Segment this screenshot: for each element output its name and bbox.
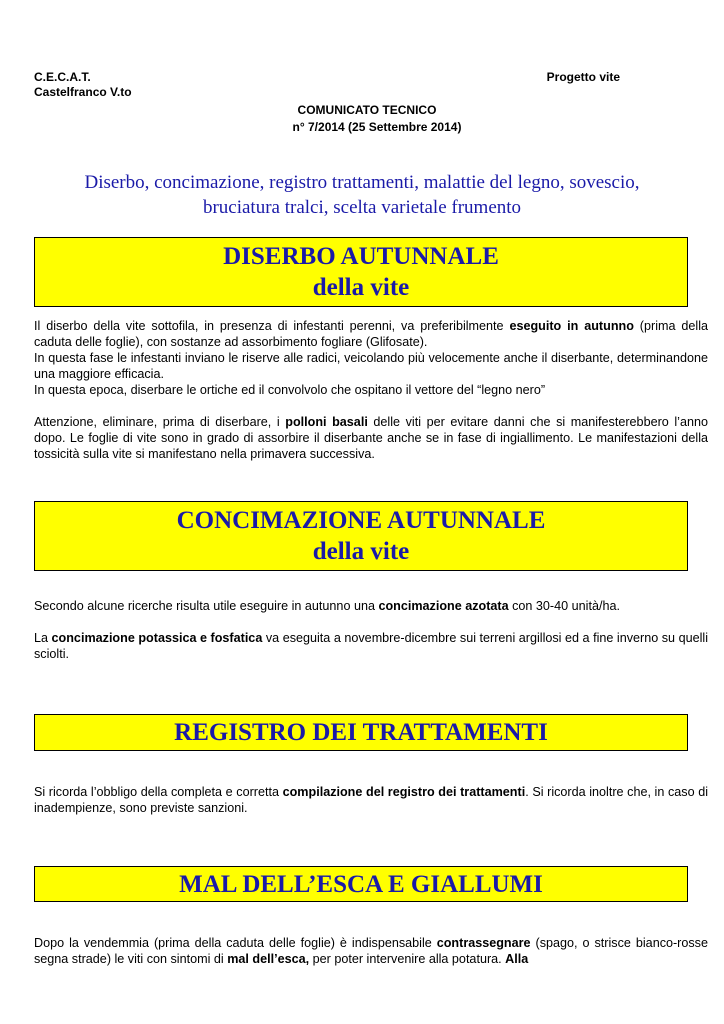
paragraph: Attenzione, eliminare, prima di diserbare, i polloni basali delle viti per evitare danni che si manifesterebbero l’anno dopo. Le foglie di vite sono in grado di assorbire il diserbante anche se in fase di ingiallimento. Le manifestazioni della tossicità sulla vite si manifestano nella primavera successiva. [34, 415, 708, 461]
org-location: Castelfranco V.to [34, 85, 132, 99]
heading-line-1: CONCIMAZIONE AUTUNNALE [176, 507, 546, 534]
paragraph: Il diserbo della vite sottofila, in presenza di infestanti perenni, va preferibilmente eseguito in autunno (prima della caduta delle foglie), con sostanze ad assorbimento fogliare (Glifosate). [34, 319, 709, 349]
subtitle-line-1: Diserbo, concimazione, registro trattamenti, malattie del legno, sovescio, [84, 172, 640, 193]
concimazione-text [34, 598, 708, 662]
registro-text [34, 784, 708, 816]
bulletin-number: n° 7/2014 (25 Settembre 2014) [292, 120, 462, 134]
bulletin-header [0, 102, 724, 136]
section-heading-registro [34, 714, 688, 751]
paragraph: In questa epoca, diserbare le ortiche ed il convolvolo che ospitano il vettore del “legno nero” [34, 383, 546, 397]
section-heading-esca [34, 866, 688, 902]
heading-line-1: MAL DELL’ESCA E GIALLUMI [179, 871, 543, 898]
heading-line-1: DISERBO AUTUNNALE [223, 243, 499, 270]
org-name: C.E.C.A.T. [34, 70, 91, 84]
paragraph: Dopo la vendemmia (prima della caduta delle foglie) è indispensabile contrassegnare (spago, o strisce bianco-rosse segna strade) le viti con sintomi di mal dell’esca, per poter intervenire alla potatura. Alla [34, 936, 708, 966]
bulletin-title: COMUNICATO TECNICO [297, 103, 437, 117]
esca-text [34, 935, 708, 967]
section-heading-concimazione [34, 501, 688, 571]
paragraph: La concimazione potassica e fosfatica va eseguita a novembre-dicembre sui terreni argillosi ed a fine inverno su quelli sciolti. [34, 631, 708, 661]
paragraph: In questa fase le infestanti inviano le riserve alle radici, veicolando più velocemente anche il diserbante, determinandone una maggiore efficacia. [34, 351, 708, 381]
subtitle-line-2: bruciatura tralci, scelta varietale frumento [202, 197, 522, 218]
heading-line-2: della vite [312, 274, 410, 301]
paragraph: Si ricorda l’obbligo della completa e corretta compilazione del registro dei trattamenti. Si ricorda inoltre che, in caso di inadempienze, sono previste sanzioni. [34, 785, 708, 815]
document-subtitle [34, 170, 690, 220]
heading-line-2: della vite [312, 538, 410, 565]
heading-line-1: REGISTRO DEI TRATTAMENTI [174, 719, 548, 746]
organization [34, 70, 132, 100]
project-label: Progetto vite [546, 70, 620, 84]
section-heading-diserbo [34, 237, 688, 307]
paragraph: Secondo alcune ricerche risulta utile eseguire in autunno una concimazione azotata con 30-40 unità/ha. [34, 599, 620, 613]
diserbo-text [34, 318, 708, 462]
